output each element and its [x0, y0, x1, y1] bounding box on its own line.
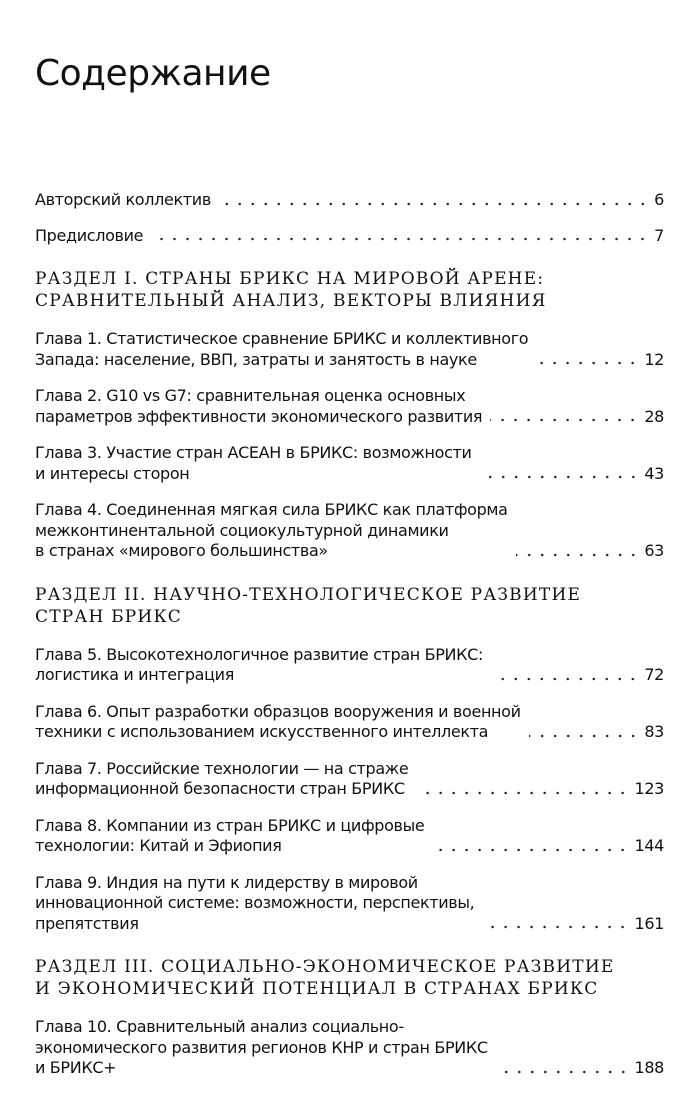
page-number: 12	[644, 349, 664, 369]
dot-leader	[482, 916, 629, 930]
entry-title-line: Глава 1. Статистическое сравнение БРИКС и коллективного	[35, 329, 529, 348]
entry-title-line: Глава 2. G10 vs G7: сравнительная оценка основных	[35, 386, 466, 405]
page-number: 28	[644, 406, 664, 426]
page-title: Содержание	[35, 53, 271, 94]
toc-entry-chapter[interactable]	[35, 702, 664, 743]
entry-title-line: в странах «мирового большинства»	[35, 541, 328, 560]
dot-leader	[416, 782, 629, 796]
page-number: 161	[634, 913, 664, 933]
entry-title-line: Глава 4. Соединенная мягкая сила БРИКС как платформа	[35, 500, 508, 519]
entry-title-line: Авторский коллектив	[35, 190, 211, 209]
page-number: 43	[644, 463, 664, 483]
toc-entry-chapter[interactable]	[35, 329, 664, 370]
page-number: 6	[654, 190, 664, 209]
dot-leader	[516, 544, 640, 558]
entry-title-line: техники с использованием искусственного интеллекта	[35, 722, 489, 741]
entry-title-line: Глава 10. Сравнительный анализ социально-	[35, 1017, 404, 1036]
page-number: 188	[634, 1058, 664, 1077]
dot-leader	[529, 725, 640, 739]
toc-entry-chapter[interactable]	[35, 759, 664, 800]
section-heading	[35, 584, 664, 628]
dot-leader	[490, 409, 639, 423]
entry-title-line: Глава 7. Российские технологии — на страже	[35, 758, 409, 778]
entry-title-line: логистика и интеграция	[35, 665, 234, 684]
page-number: 72	[644, 665, 664, 684]
entry-title	[35, 329, 528, 370]
entry-title	[35, 816, 424, 857]
entry-title-line: Глава 8. Компании из стран БРИКС и цифровые	[35, 815, 425, 835]
section-heading-line: СТРАН БРИКС	[35, 606, 183, 627]
section-heading	[35, 268, 664, 312]
entry-title-line: Предисловие	[35, 225, 144, 245]
dot-leader	[536, 352, 639, 366]
entry-title-line: Запада: население, ВВП, затраты и занятость в науке	[35, 349, 477, 369]
entry-title	[35, 226, 143, 247]
toc-entry-chapter[interactable]	[35, 500, 664, 562]
dot-leader	[480, 466, 640, 480]
entry-title	[35, 702, 521, 743]
entry-title-line: Глава 3. Участие стран АСЕАН в БРИКС: возможности	[35, 443, 472, 462]
entry-title	[35, 190, 211, 211]
toc-entry-chapter[interactable]	[35, 873, 664, 935]
section-heading	[35, 956, 664, 1000]
entry-title-line: Глава 5. Высокотехнологичное развитие стран БРИКС:	[35, 644, 484, 664]
toc-entry-chapter[interactable]	[35, 816, 664, 857]
page-number: 63	[644, 541, 664, 560]
entry-title-line: Глава 9. Индия на пути к лидерству в мировой	[35, 872, 418, 892]
entry-title	[35, 1017, 488, 1079]
entry-title-line: и интересы сторон	[35, 463, 190, 483]
toc-entry-chapter[interactable]	[35, 645, 664, 686]
toc-entry-chapter[interactable]	[35, 443, 664, 484]
section-heading-line: И ЭКОНОМИЧЕСКИЙ ПОТЕНЦИАЛ В СТРАНАХ БРИКС	[35, 979, 599, 999]
section-heading-line: РАЗДЕЛ III. СОЦИАЛЬНО-ЭКОНОМИЧЕСКОЕ РАЗВИТИЕ	[35, 957, 615, 977]
section-heading-line: СРАВНИТЕЛЬНЫЙ АНАЛИЗ, ВЕКТОРЫ ВЛИЯНИЯ	[35, 291, 547, 311]
section-heading-line: РАЗДЕЛ II. НАУЧНО-ТЕХНОЛОГИЧЕСКОЕ РАЗВИТИЕ	[35, 584, 582, 605]
entry-title-line: экономического развития регионов КНР и стран БРИКС	[35, 1037, 488, 1057]
page-number: 123	[634, 779, 664, 798]
entry-title	[35, 500, 508, 562]
entry-title-line: препятствия	[35, 913, 139, 933]
dot-leader	[219, 193, 649, 207]
toc-entry-chapter[interactable]	[35, 1017, 664, 1079]
dot-leader	[496, 1061, 630, 1075]
entry-title-line: межконтинентальной социокультурной динамики	[35, 520, 449, 540]
entry-title-line: параметров эффективности экономического развития	[35, 406, 483, 426]
toc-entry-chapter[interactable]	[35, 386, 664, 427]
entry-title-line: и БРИКС+	[35, 1058, 117, 1077]
entry-title	[35, 386, 482, 427]
entry-title-line: технологии: Китай и Эфиопия	[35, 836, 282, 855]
entry-title-line: Глава 6. Опыт разработки образцов вооружения и военной	[35, 701, 521, 721]
page-number: 83	[644, 722, 664, 741]
entry-title-line: инновационной системе: возможности, перспективы,	[35, 893, 475, 912]
entry-title	[35, 759, 408, 800]
toc-entry-front[interactable]	[35, 226, 664, 247]
table-of-contents	[35, 190, 664, 1079]
entry-title-line: информационной безопасности стран БРИКС	[35, 779, 405, 798]
section-heading-line: РАЗДЕЛ I. СТРАНЫ БРИКС НА МИРОВОЙ АРЕНЕ:	[35, 269, 545, 289]
dot-leader	[432, 839, 629, 853]
page-number: 7	[654, 225, 664, 245]
dot-leader	[151, 228, 649, 242]
dot-leader	[491, 668, 639, 682]
entry-title	[35, 443, 472, 484]
toc-entry-front[interactable]	[35, 190, 664, 211]
entry-title	[35, 645, 483, 686]
entry-title	[35, 873, 474, 935]
page-number: 144	[634, 836, 664, 855]
